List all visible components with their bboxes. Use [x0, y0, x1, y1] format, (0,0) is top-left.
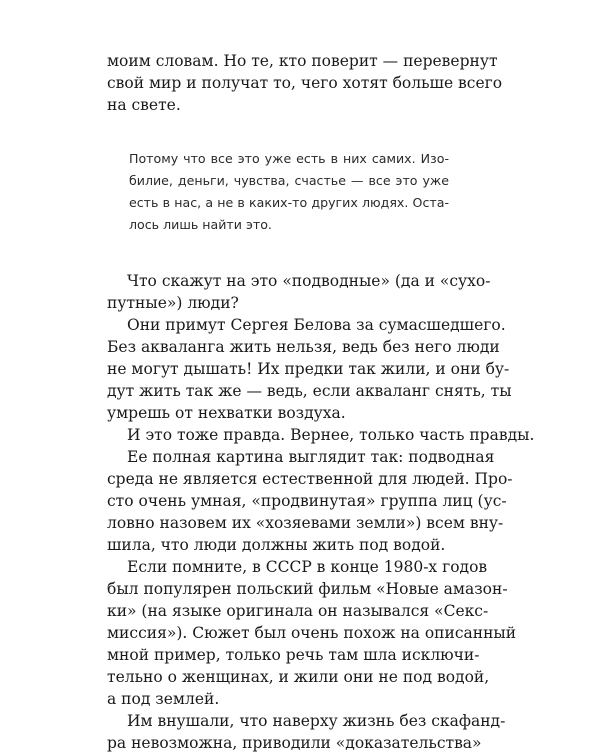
text-line: Ее полная картина выглядит так: подводная	[127, 448, 495, 466]
text-line: мной пример, только речь там шла исключи-	[107, 646, 480, 664]
text-line: свой мир и получат то, чего хотят больше всего	[107, 74, 503, 92]
text-line: не могут дышать! Их предки так жили, и они бу-	[107, 360, 510, 378]
text-line: дут жить так же — ведь, если акваланг снять, ты	[107, 382, 512, 400]
text-line: сто очень умная, «продвинутая» группа лиц (ус-	[107, 492, 507, 510]
text-line: Что скажут на это «подводные» (да и «сухо-	[127, 272, 491, 290]
quote-line: билие, деньги, чувства, счастье — все это уже	[129, 173, 449, 188]
text-line: моим словам. Но те, кто поверит — перевернут	[107, 52, 498, 70]
text-line: а под землей.	[107, 690, 220, 708]
quote-line: есть в нас, а не в каких-то других людях. Оста-	[129, 195, 449, 210]
text-line: Они примут Сергея Белова за сумасшедшего.	[127, 316, 506, 334]
text-line: миссия»). Сюжет был очень похож на описанный	[107, 624, 517, 642]
quote-line: лось лишь найти это.	[129, 217, 272, 232]
text-line: ки» (на языке оригинала он назывался «Секс-	[107, 602, 489, 620]
text-line: тельно о женщинах, и жили они не под водой,	[107, 668, 490, 686]
text-line: на свете.	[107, 96, 181, 114]
text-line: ра невозможна, приводили «доказательства»	[107, 734, 482, 752]
text-line: путные») люди?	[107, 294, 239, 312]
text-line: ловно назовем их «хозяевами земли») всем вну-	[107, 514, 504, 532]
quote-line: Потому что все это уже есть в них самих. Изо-	[129, 151, 449, 166]
text-line: среда не является естественной для людей. Про-	[107, 470, 513, 488]
text-line: умрешь от нехватки воздуха.	[107, 404, 346, 422]
text-line: Если помните, в СССР в конце 1980-х годов	[127, 558, 488, 576]
text-line: Им внушали, что наверху жизнь без скафанд-	[127, 712, 506, 730]
text-line: был популярен польский фильм «Новые амазон-	[107, 580, 508, 598]
text-line: шила, что люди должны жить под водой.	[107, 536, 446, 554]
text-line: Без акваланга жить нельзя, ведь без него люди	[107, 338, 500, 356]
text-line: И это тоже правда. Вернее, только часть правды.	[127, 426, 535, 444]
